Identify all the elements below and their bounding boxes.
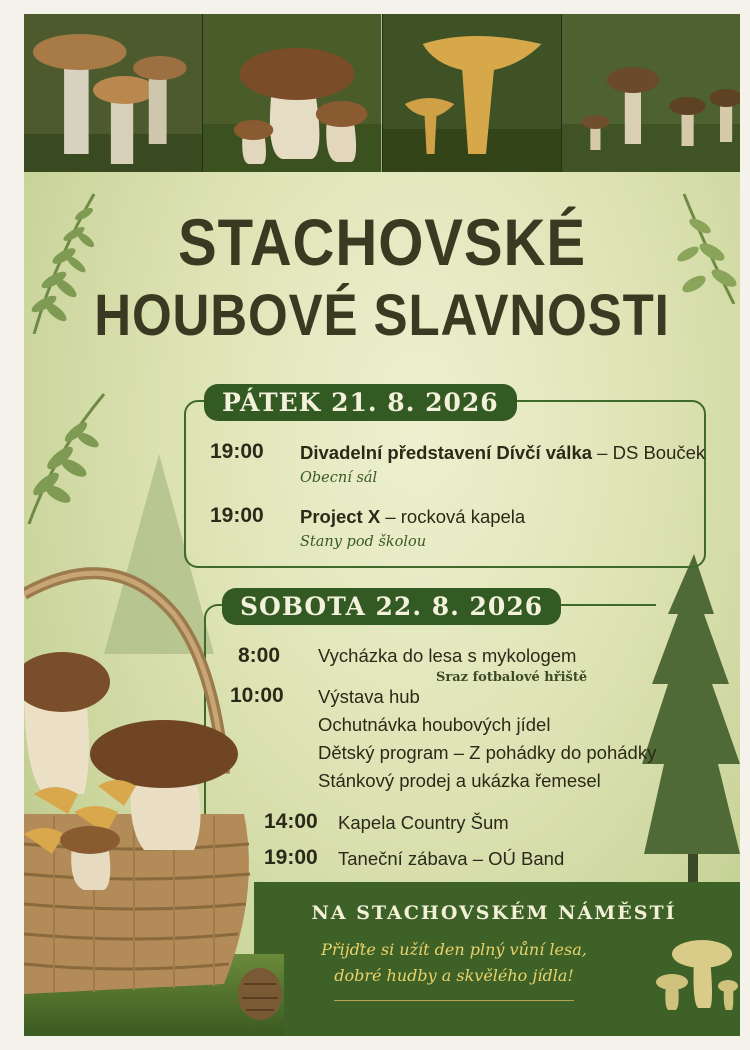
page-title-line2: HOUBOVÉ SLAVNOSTI <box>94 283 670 348</box>
saturday-event-name: Vycházka do lesa s mykologem <box>318 645 577 666</box>
friday-event-title <box>300 506 525 528</box>
saturday-event-time: 19:00 <box>264 846 318 869</box>
saturday-label: SOBOTA 22. 8. 2026 <box>222 588 561 625</box>
photo-birch-boletes <box>24 14 203 172</box>
friday-event-time: 19:00 <box>210 504 264 527</box>
mushroom-basket-icon <box>24 554 284 1036</box>
page-title-line1: STACHOVSKÉ <box>178 205 586 279</box>
photo-forest-mushrooms <box>562 14 740 172</box>
footer-banner <box>254 882 740 1036</box>
friday-event-name: Divadelní představení Dívčí válka <box>300 442 593 463</box>
friday-label: PÁTEK 21. 8. 2026 <box>204 384 517 421</box>
friday-event-place: Stany pod školou <box>300 534 427 550</box>
saturday-event-place: Sraz fotbalové hřiště <box>436 670 588 685</box>
footer-divider <box>334 1000 574 1001</box>
friday-event-title <box>300 442 705 464</box>
saturday-event-name: Ochutnávka houbových jídel <box>318 714 551 735</box>
footer-invite-line2: dobré hudby a skvělého jídla! <box>334 966 574 985</box>
footer-invite-line1: Přijďte si užít den plný vůní lesa, <box>321 940 587 959</box>
friday-event-place: Obecní sál <box>300 470 378 486</box>
saturday-event-time: 8:00 <box>238 644 281 667</box>
photo-chanterelles <box>383 14 562 172</box>
friday-event-name: Project X <box>300 506 381 527</box>
poster <box>24 14 740 1036</box>
saturday-event-name: Dětský program – Z pohádky do pohádky <box>318 742 657 763</box>
friday-event-suffix: – DS Bouček <box>592 442 706 463</box>
saturday-event-name: Kapela Country Šum <box>338 812 509 833</box>
saturday-event-time: 14:00 <box>264 810 318 833</box>
mushroom-photo-strip <box>24 14 740 172</box>
footer-location: NA STACHOVSKÉM NÁMĚSTÍ <box>311 902 677 924</box>
friday-event-time: 19:00 <box>210 440 264 463</box>
photo-porcini <box>203 14 382 172</box>
saturday-event-name: Taneční zábava – OÚ Band <box>338 848 565 869</box>
friday-box <box>184 400 706 568</box>
mushroom-silhouette-icon <box>654 932 740 1012</box>
friday-event-suffix: – rocková kapela <box>380 506 526 527</box>
saturday-event-name: Stánkový prodej a ukázka řemesel <box>318 770 601 791</box>
saturday-event-time: 10:00 <box>230 684 284 707</box>
saturday-event-name: Výstava hub <box>318 686 420 707</box>
